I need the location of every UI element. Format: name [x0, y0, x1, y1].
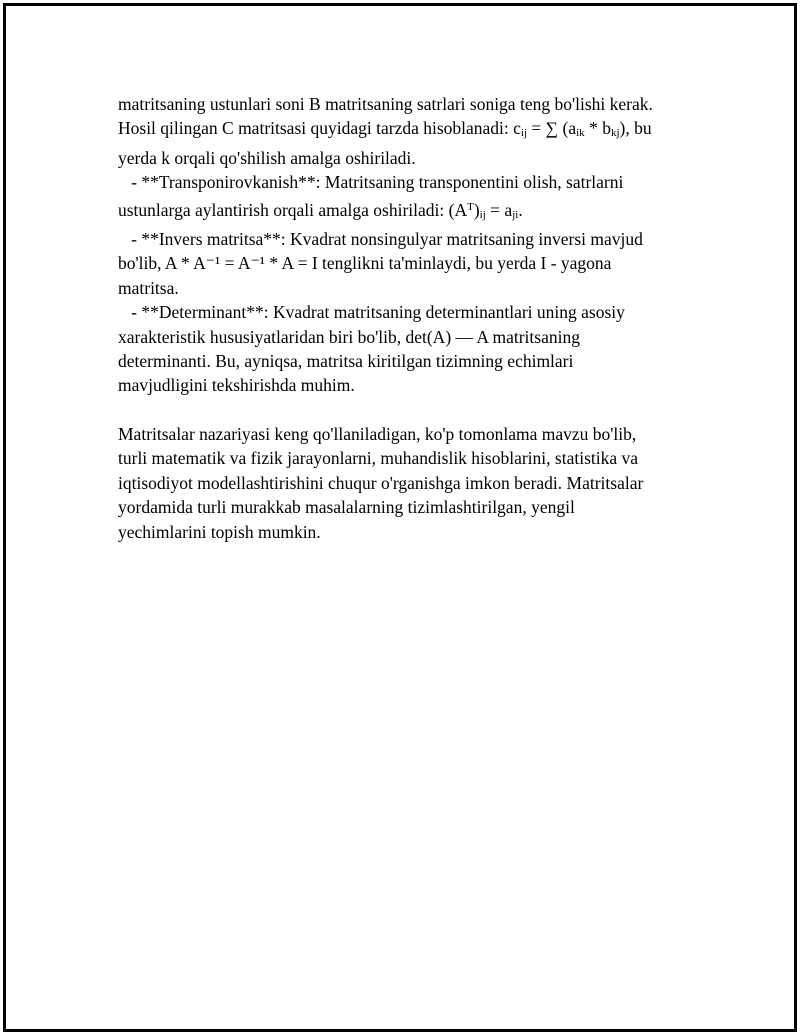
text-fragment: * b [584, 118, 611, 139]
subscript: ij [520, 127, 528, 140]
text-line: matritsaning ustunlari soni B matritsaning satrlari soniga teng bo'lishi kerak. [118, 94, 653, 114]
text-line: - **Invers matritsa**: Kvadrat nonsingulyar matritsaning inversi mavjud [118, 229, 643, 250]
text-line: matritsa. [118, 277, 179, 298]
text-line: bo'lib, A * A⁻¹ = A⁻¹ * A = I tenglikni ta'minlaydi, bu yerda I - yagona [118, 253, 612, 274]
text-line: yechimlarini topish mumkin. [118, 521, 321, 542]
text-line: yordamida turli murakkab masalalarning tizimlashtirilgan, yengil [118, 497, 575, 518]
text-line: - **Determinant**: Kvadrat matritsaning determinantlari uning asosiy [118, 302, 625, 323]
text-line: yerda k orqali qo'shilish amalga oshiriladi. [118, 147, 416, 168]
text-fragment: = ∑ (a [527, 118, 577, 139]
superscript: T [467, 200, 474, 213]
text-line: iqtisodiyot modellashtirishini chuqur o'rganishga imkon beradi. Matritsalar [118, 472, 644, 493]
paragraph-transposition [118, 170, 698, 227]
text-fragment: . [518, 199, 523, 220]
text-line: - **Transponirovkanish**: Matritsaning transponentini olish, satrlarni [118, 172, 624, 193]
text-line: xarakteristik hususiyatlaridan biri bo'lib, det(A) — A matritsaning [118, 326, 580, 347]
subscript: kj [610, 127, 620, 140]
paragraph-matrix-multiplication [118, 92, 698, 170]
subscript: ik [576, 127, 585, 140]
text-line: Hosil qilingan C matritsasi quyidagi tarzda hisoblanadi: c [118, 118, 521, 139]
document-body [118, 92, 698, 544]
subscript: ij [479, 208, 486, 221]
paragraph-spacer [118, 398, 698, 422]
text-fragment: ) [473, 199, 480, 220]
paragraph-conclusion [118, 422, 698, 544]
text-line: ustunlarga aylantirish orqali amalga oshiriladi: (A [118, 199, 468, 220]
text-fragment: = a [485, 199, 513, 220]
text-line: mavjudligini tekshirishda muhim. [118, 375, 355, 396]
paragraph-determinant [118, 300, 698, 398]
text-fragment: ), bu [619, 118, 652, 139]
text-line: turli matematik va fizik jarayonlarni, muhandislik hisoblarini, statistika va [118, 448, 639, 469]
subscript: ji [512, 208, 519, 221]
text-line: Matritsalar nazariyasi keng qo'llaniladigan, ko'p tomonlama mavzu bo'lib, [118, 423, 637, 444]
paragraph-inverse-matrix [118, 227, 698, 300]
text-line: determinanti. Bu, ayniqsa, matritsa kiritilgan tizimning echimlari [118, 351, 574, 372]
